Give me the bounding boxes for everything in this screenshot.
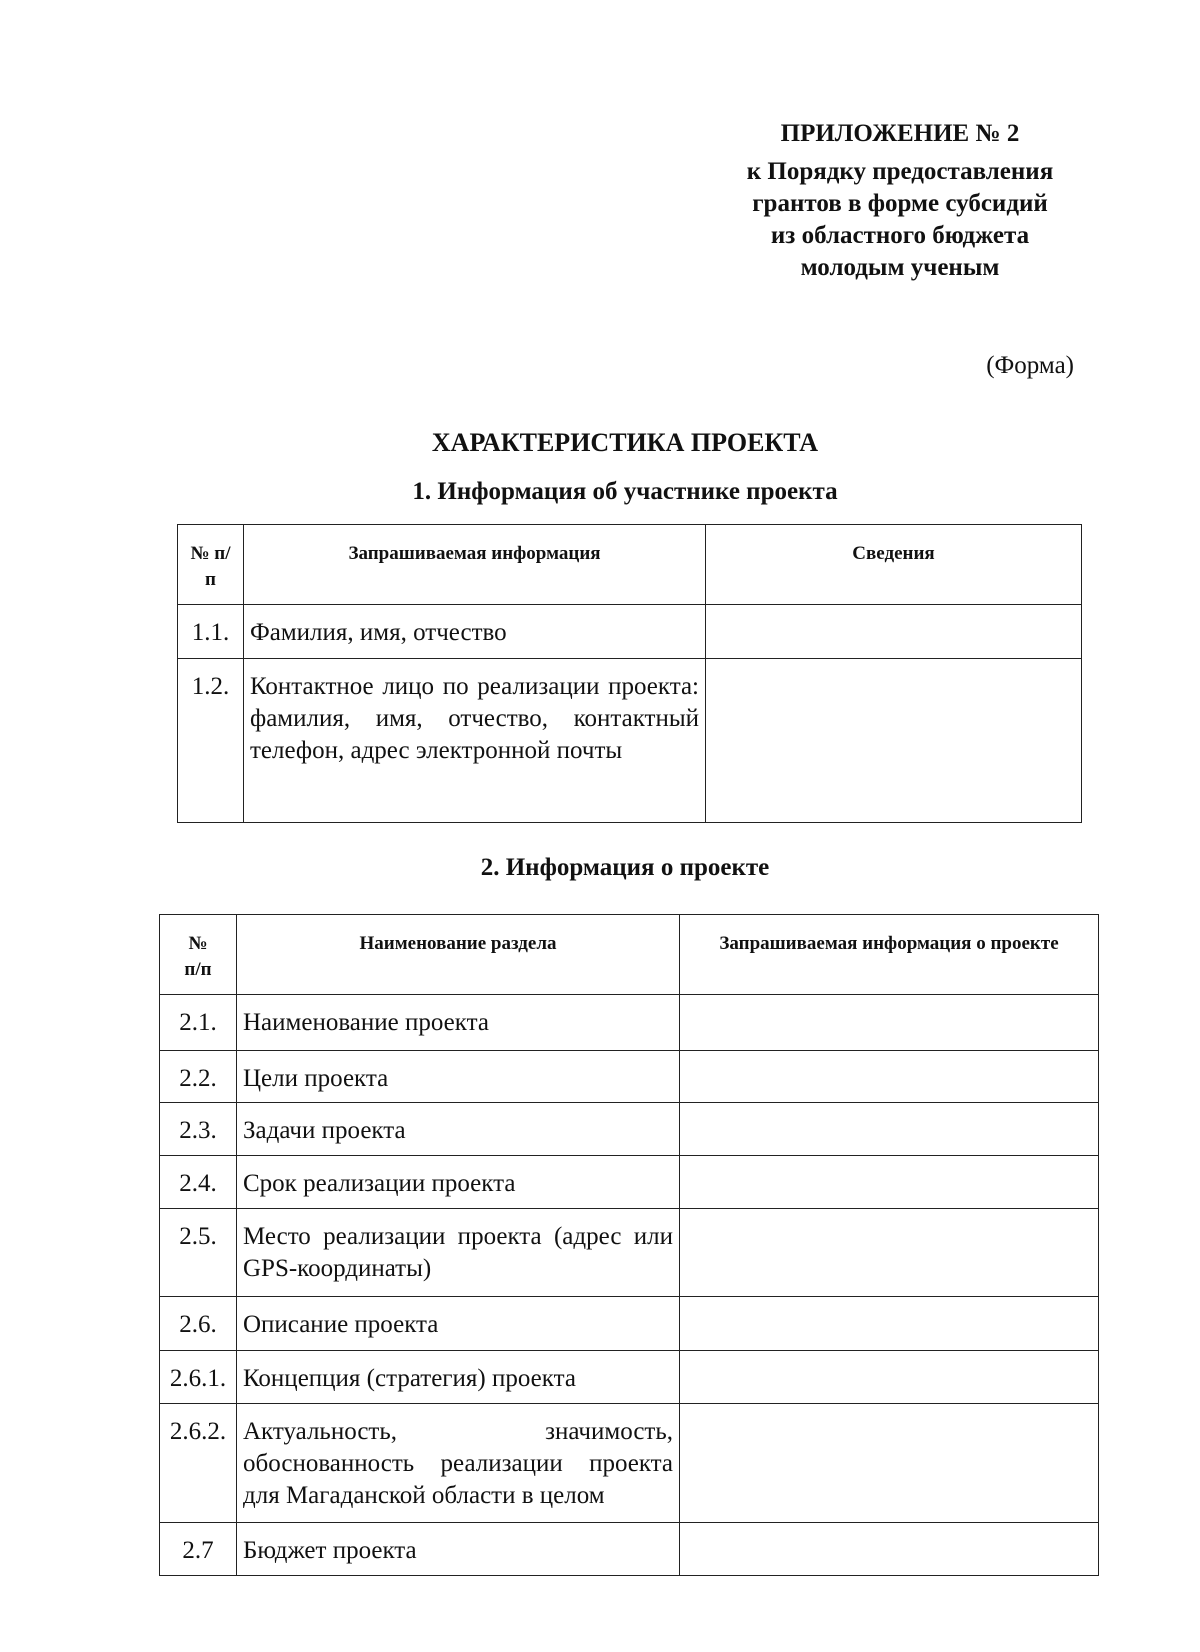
row-label: Наименование проекта <box>237 995 680 1051</box>
section2-title: 2. Информация о проекте <box>480 854 770 881</box>
table-row <box>160 1051 1099 1103</box>
table-row <box>160 1523 1099 1576</box>
row-value-cell[interactable] <box>680 1523 1099 1576</box>
column-header-section-name: Наименование раздела <box>237 915 680 995</box>
row-value-cell[interactable] <box>680 1156 1099 1209</box>
table-row <box>160 1351 1099 1404</box>
row-label: Задачи проекта <box>237 1103 680 1156</box>
row-label: Место реализации проекта (адрес или GPS-координаты) <box>237 1209 680 1297</box>
row-label: Контактное лицо по реализации проекта: фамилия, имя, отчество, контактный телефон, адрес электронной почты <box>244 659 706 823</box>
row-value-cell[interactable] <box>706 659 1082 823</box>
document-title: ХАРАКТЕРИСТИКА ПРОЕКТА <box>431 428 819 457</box>
row-number: 2.7 <box>160 1523 237 1576</box>
row-number: 1.1. <box>178 605 244 659</box>
row-number: 1.2. <box>178 659 244 823</box>
column-header-requested-info: Запрашиваемая информация <box>244 525 706 605</box>
row-label: Срок реализации проекта <box>237 1156 680 1209</box>
table-row <box>160 995 1099 1051</box>
table-row <box>160 1156 1099 1209</box>
row-value-cell[interactable] <box>680 1404 1099 1523</box>
row-value-cell[interactable] <box>680 1209 1099 1297</box>
row-number: 2.4. <box>160 1156 237 1209</box>
row-value-cell[interactable] <box>680 1351 1099 1404</box>
appendix-line: молодым ученым <box>800 254 1000 281</box>
table-row <box>160 1103 1099 1156</box>
table-header-row <box>178 525 1082 605</box>
project-info-table <box>159 914 1099 1576</box>
row-value-cell[interactable] <box>680 1103 1099 1156</box>
row-number: 2.6.1. <box>160 1351 237 1404</box>
table-row <box>178 605 1082 659</box>
row-number: 2.5. <box>160 1209 237 1297</box>
row-number: 2.1. <box>160 995 237 1051</box>
row-label: Концепция (стратегия) проекта <box>237 1351 680 1404</box>
row-number: 2.3. <box>160 1103 237 1156</box>
section1-title: 1. Информация об участнике проекта <box>412 478 838 505</box>
row-value-cell[interactable] <box>680 1051 1099 1103</box>
row-label: Фамилия, имя, отчество <box>244 605 706 659</box>
participant-info-table <box>177 524 1082 823</box>
column-header-number: № п/п <box>160 915 237 995</box>
table-row <box>160 1209 1099 1297</box>
column-header-details: Сведения <box>706 525 1082 605</box>
table-header-row <box>160 915 1099 995</box>
appendix-block <box>660 118 1140 284</box>
row-number: 2.6.2. <box>160 1404 237 1523</box>
row-label: Бюджет проекта <box>237 1523 680 1576</box>
appendix-line: из областного бюджета <box>770 222 1030 249</box>
appendix-line: грантов в форме субсидий <box>752 190 1048 217</box>
table-row <box>160 1404 1099 1523</box>
row-number: 2.6. <box>160 1297 237 1351</box>
row-number: 2.2. <box>160 1051 237 1103</box>
appendix-heading: ПРИЛОЖЕНИЕ № 2 <box>780 120 1020 147</box>
table-row <box>178 659 1082 823</box>
form-label: (Форма) <box>986 352 1074 379</box>
row-label: Цели проекта <box>237 1051 680 1103</box>
appendix-line: к Порядку предоставления <box>746 158 1054 185</box>
row-value-cell[interactable] <box>680 1297 1099 1351</box>
table-row <box>160 1297 1099 1351</box>
column-header-number: № п/п <box>178 525 244 605</box>
column-header-requested-info: Запрашиваемая информация о проекте <box>680 915 1099 995</box>
row-value-cell[interactable] <box>706 605 1082 659</box>
row-label: Актуальность, значимость, обоснованность реализации проекта для Магаданской области в целом <box>237 1404 680 1523</box>
row-value-cell[interactable] <box>680 995 1099 1051</box>
row-label: Описание проекта <box>237 1297 680 1351</box>
